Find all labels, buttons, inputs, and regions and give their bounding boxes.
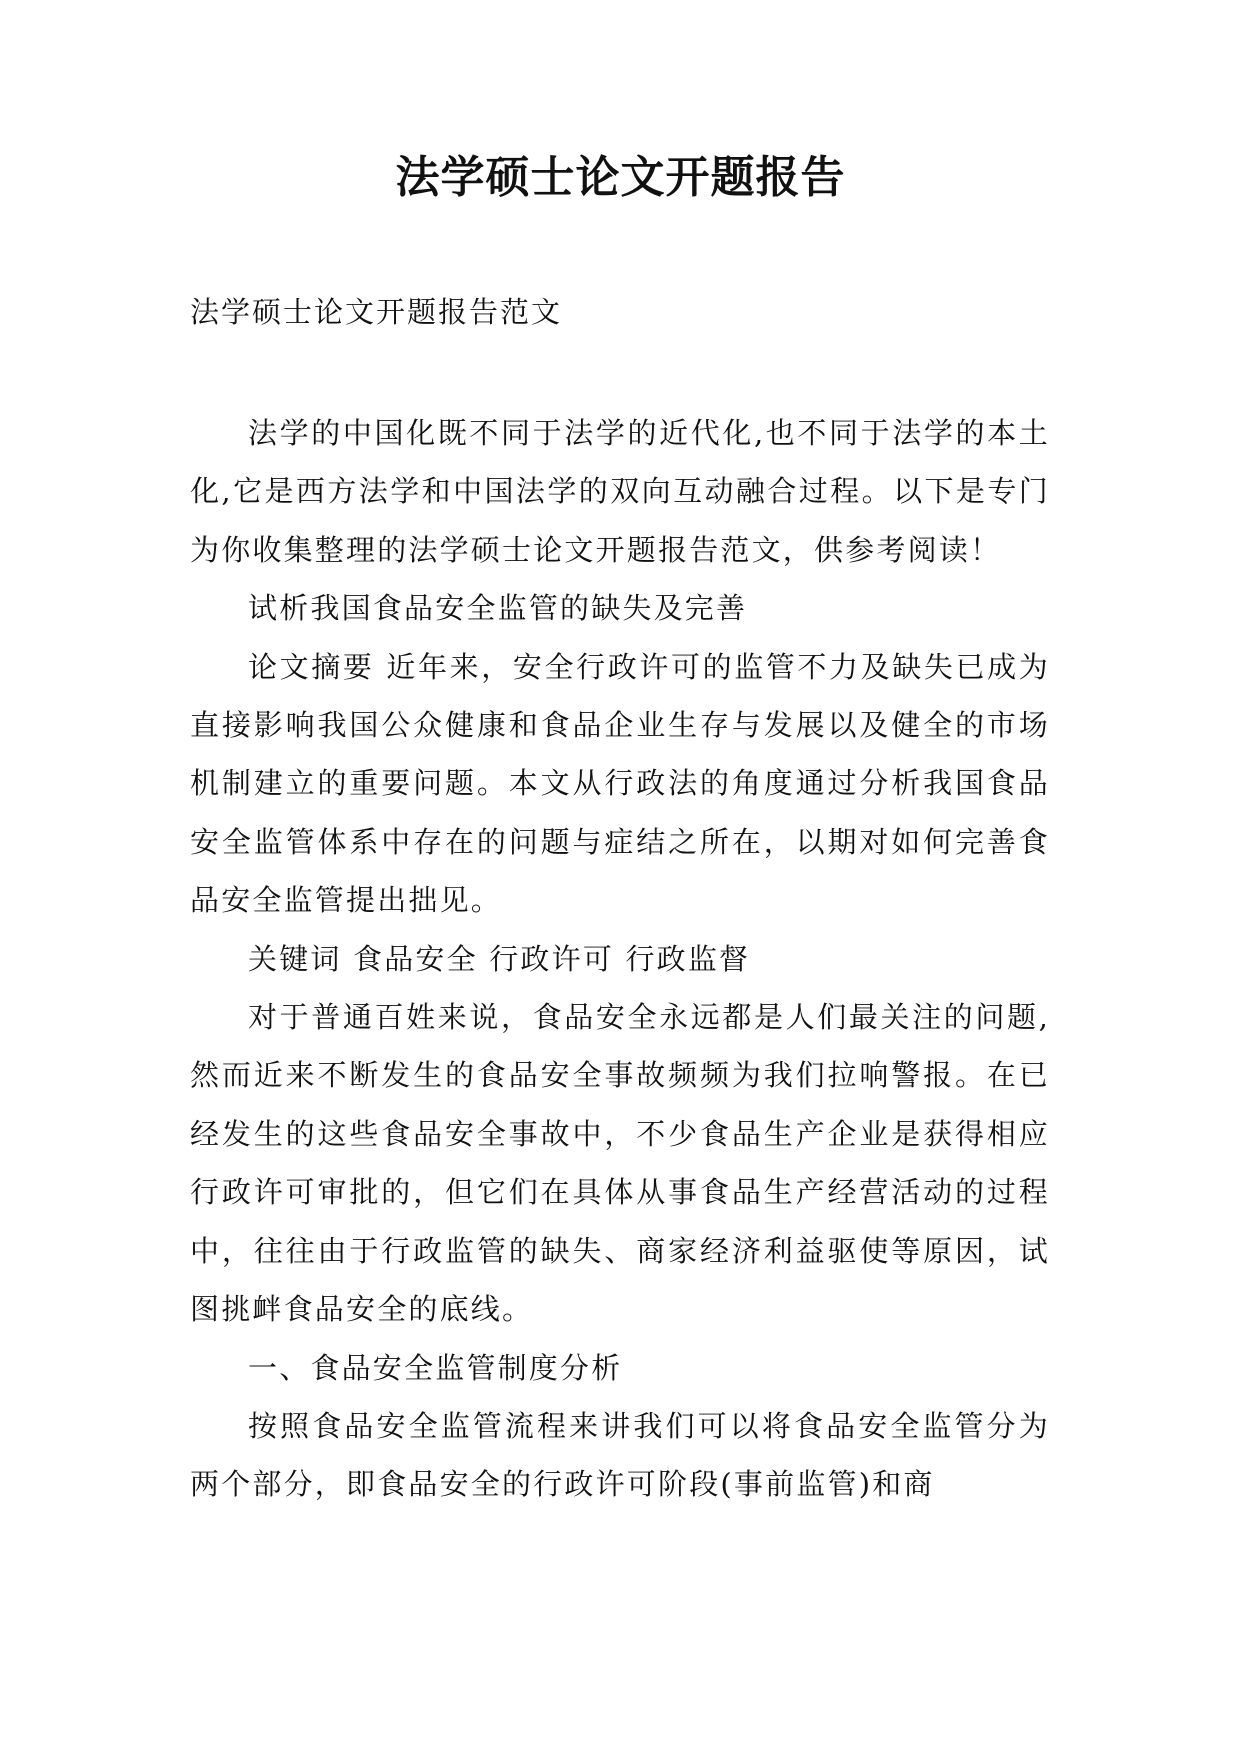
paragraph-abstract: 论文摘要 近年来，安全行政许可的监管不力及缺失已成为直接影响我国公众健康和食品企业生存与发展以及健全的市场机制建立的重要问题。本文从行政法的角度通过分析我国食品安全监管体系中存在的问题与症结之所在，以期对如何完善食品安全监管提出拙见。 (190, 649, 1050, 918)
paragraph-keywords: 关键词 食品安全 行政许可 行政监督 (248, 941, 751, 976)
document-body (190, 404, 1050, 1514)
paragraph-body-2: 按照食品安全监管流程来讲我们可以将食品安全监管分为两个部分，即食品安全的行政许可阶段(事前监管)和商 (190, 1408, 1050, 1502)
paragraph-paper-title: 试析我国食品安全监管的缺失及完善 (248, 591, 748, 626)
document-subtitle: 法学硕士论文开题报告范文 (190, 295, 563, 329)
paragraph-body-1: 对于普通百姓来说，食品安全永远都是人们最关注的问题,然而近来不断发生的食品安全事故频频为我们拉响警报。在已经发生的这些食品安全事故中，不少食品生产企业是获得相应行政许可审批的，但它们在具体从事食品生产经营活动的过程中，往往由于行政监管的缺失、商家经济利益驱使等原因，试图挑衅食品安全的底线。 (190, 1000, 1050, 1327)
document-title: 法学硕士论文开题报告 (395, 152, 846, 203)
section-heading-1: 一、食品安全监管制度分析 (248, 1350, 623, 1385)
paragraph-intro: 法学的中国化既不同于法学的近代化,也不同于法学的本土化,它是西方法学和中国法学的双向互动融合过程。以下是专门为你收集整理的法学硕士论文开题报告范文，供参考阅读！ (190, 416, 1050, 567)
